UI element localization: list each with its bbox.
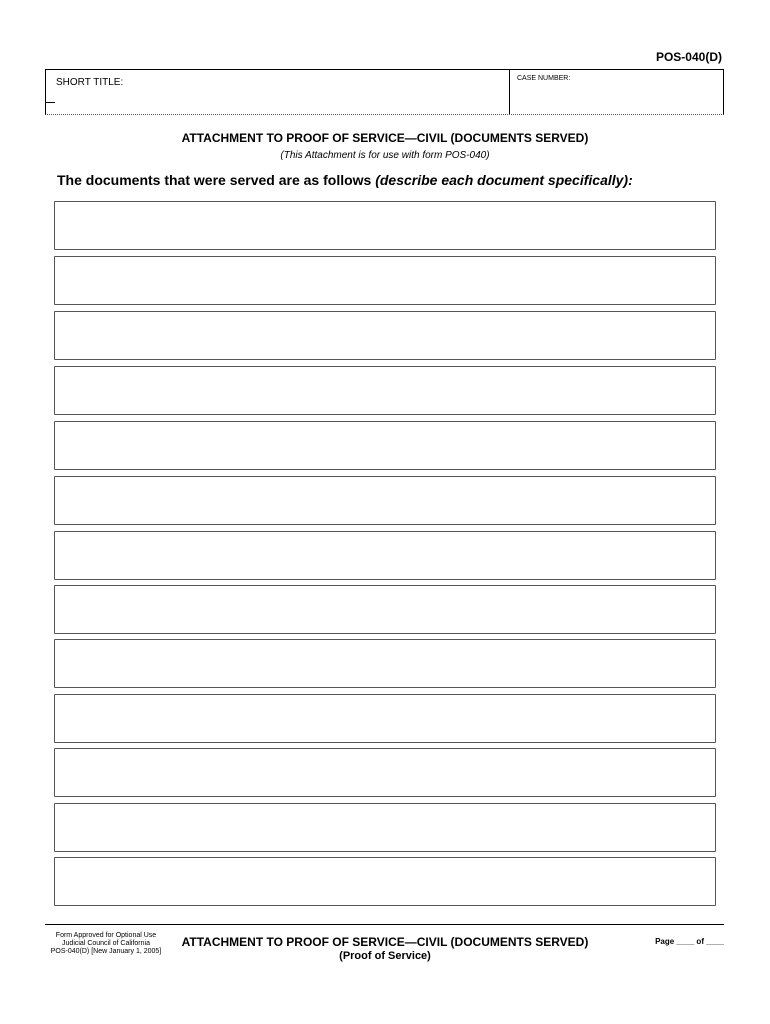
page-title: ATTACHMENT TO PROOF OF SERVICE—CIVIL (DOCUMENTS SERVED) — [181, 131, 589, 145]
document-entry-field[interactable] — [54, 803, 716, 852]
document-entry-field[interactable] — [54, 421, 716, 470]
approval-line: Form Approved for Optional Use — [55, 932, 157, 939]
document-entry-field[interactable] — [54, 694, 716, 743]
document-entry-field[interactable] — [54, 585, 716, 634]
document-entry-field[interactable] — [54, 256, 716, 305]
page-subtitle: (This Attachment is for use with form POS-040) — [280, 150, 490, 161]
document-entry-field[interactable] — [54, 857, 716, 906]
footer-approval-note — [45, 932, 167, 956]
form-id: POS-040(D) — [655, 50, 722, 64]
document-entry-field[interactable] — [54, 748, 716, 797]
footer-title: ATTACHMENT TO PROOF OF SERVICE—CIVIL (DOCUMENTS SERVED) — [181, 935, 589, 949]
document-entry-field[interactable] — [54, 531, 716, 580]
document-entry-field[interactable] — [54, 476, 716, 525]
footer-subtitle: (Proof of Service) — [339, 950, 431, 962]
footer-divider — [45, 924, 724, 925]
short-title-label: SHORT TITLE: — [56, 77, 124, 88]
documents-heading-instruction: (describe each document specifically): — [375, 172, 633, 188]
page-number-field[interactable]: Page ____ of ____ — [655, 937, 724, 946]
document-entry-field[interactable] — [54, 639, 716, 688]
header-box — [45, 69, 724, 115]
documents-heading-text: The documents that were served are as follows — [57, 172, 376, 188]
document-entry-field[interactable] — [54, 201, 716, 250]
header-divider — [509, 70, 510, 114]
case-number-label: CASE NUMBER: — [517, 75, 571, 82]
document-entry-field[interactable] — [54, 311, 716, 360]
documents-heading — [57, 172, 633, 188]
approval-line: Judicial Council of California — [62, 940, 150, 947]
approval-line: POS-040(D) [New January 1, 2005] — [50, 948, 162, 955]
document-entry-field[interactable] — [54, 366, 716, 415]
left-tick-mark — [45, 102, 55, 103]
